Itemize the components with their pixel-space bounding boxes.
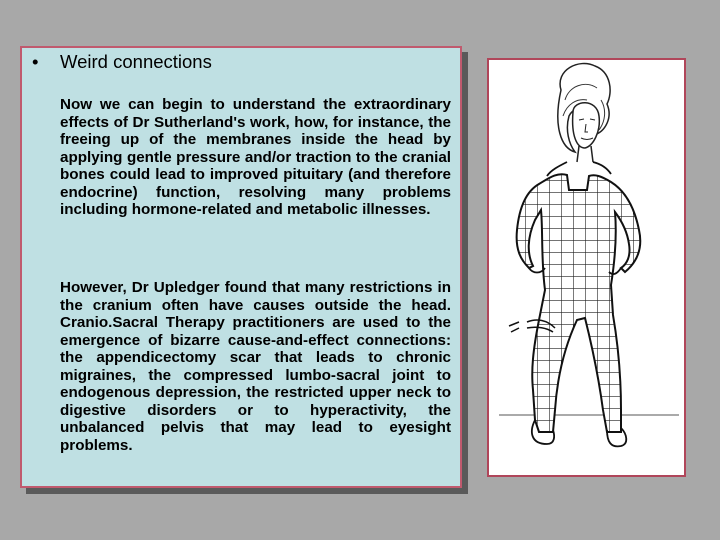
bullet: • bbox=[32, 51, 39, 72]
paragraph-1: Now we can begin to understand the extraordinary effects of Dr Sutherland's work, how, for instance, the freeing up of the membranes inside the head by applying gentle pressure and/or traction to the cranial bones could lead to improved pituitary (and therefore endocrine) function, resolving many problems including hormone-related and metabolic illnesses. bbox=[60, 96, 451, 218]
figure-frame bbox=[487, 58, 686, 477]
heading-text: Weird connections bbox=[60, 51, 212, 72]
text-panel bbox=[20, 46, 462, 488]
paragraph-2: However, Dr Upledger found that many restrictions in the cranium often have causes outside the head. Cranio.Sacral Therapy practitioners are used to the emergence of bizarre cause-and-effect connections: the appendicectomy scar that leads to chronic migraines, the compressed lumbo-sacral joint to endogenous depression, the restricted upper neck to digestive disorders or to hyperactivity, the unbalanced pelvis that may lead to eyesight problems. bbox=[60, 279, 451, 454]
fascia-grid-body-illustration-icon bbox=[489, 60, 684, 475]
heading bbox=[32, 51, 212, 73]
